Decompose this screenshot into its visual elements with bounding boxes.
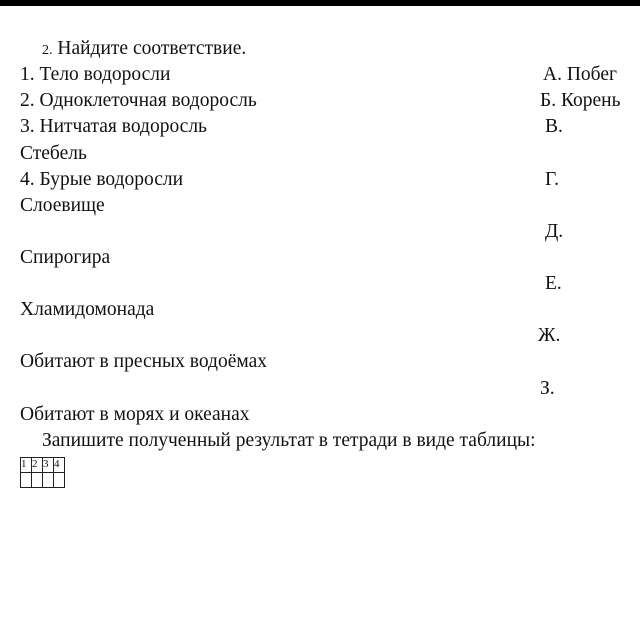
left-item-seas: Обитают в морях и океанах bbox=[20, 404, 250, 425]
answer-table-value-cell[interactable] bbox=[32, 473, 43, 488]
answer-table-header-row bbox=[21, 458, 65, 473]
answer-table-value-cell[interactable] bbox=[54, 473, 65, 488]
right-letter-g: Г. bbox=[545, 169, 559, 190]
top-border bbox=[0, 0, 640, 6]
left-item-chlamydomonas: Хламидомонада bbox=[20, 299, 155, 320]
right-letter-a: А. Побег bbox=[543, 64, 617, 85]
right-letter-e: Е. bbox=[545, 273, 562, 294]
left-item-freshwater: Обитают в пресных водоёмах bbox=[20, 351, 267, 372]
answer-table bbox=[20, 457, 65, 488]
right-letter-zh: Ж. bbox=[538, 325, 561, 346]
instruction-text: Запишите полученный результат в тетради в виде таблицы: bbox=[42, 430, 536, 451]
left-item-4: 4. Бурые водоросли bbox=[20, 169, 184, 190]
right-letter-d: Д. bbox=[545, 221, 564, 242]
task-title: Найдите соответствие. bbox=[57, 38, 247, 59]
left-item-stem: Стебель bbox=[20, 143, 87, 164]
right-letter-v: В. bbox=[545, 116, 563, 137]
left-item-2: 2. Одноклеточная водоросль bbox=[20, 90, 257, 111]
left-item-1: 1. Тело водоросли bbox=[20, 64, 171, 85]
task-number: 2. bbox=[42, 43, 53, 58]
answer-table-value-row bbox=[21, 473, 65, 488]
left-item-thallus: Слоевище bbox=[20, 195, 105, 216]
answer-table-header-cell: 1 bbox=[21, 458, 32, 473]
task-heading bbox=[42, 38, 246, 62]
left-item-spirogyra: Спирогира bbox=[20, 247, 111, 268]
left-item-3: 3. Нитчатая водоросль bbox=[20, 116, 207, 137]
answer-table-value-cell[interactable] bbox=[21, 473, 32, 488]
answer-table-header-cell: 3 bbox=[43, 458, 54, 473]
answer-table-header-cell: 2 bbox=[32, 458, 43, 473]
answer-table-header-cell: 4 bbox=[54, 458, 65, 473]
answer-table-value-cell[interactable] bbox=[43, 473, 54, 488]
right-letter-b: Б. Корень bbox=[540, 90, 621, 111]
right-letter-z: З. bbox=[540, 378, 555, 399]
